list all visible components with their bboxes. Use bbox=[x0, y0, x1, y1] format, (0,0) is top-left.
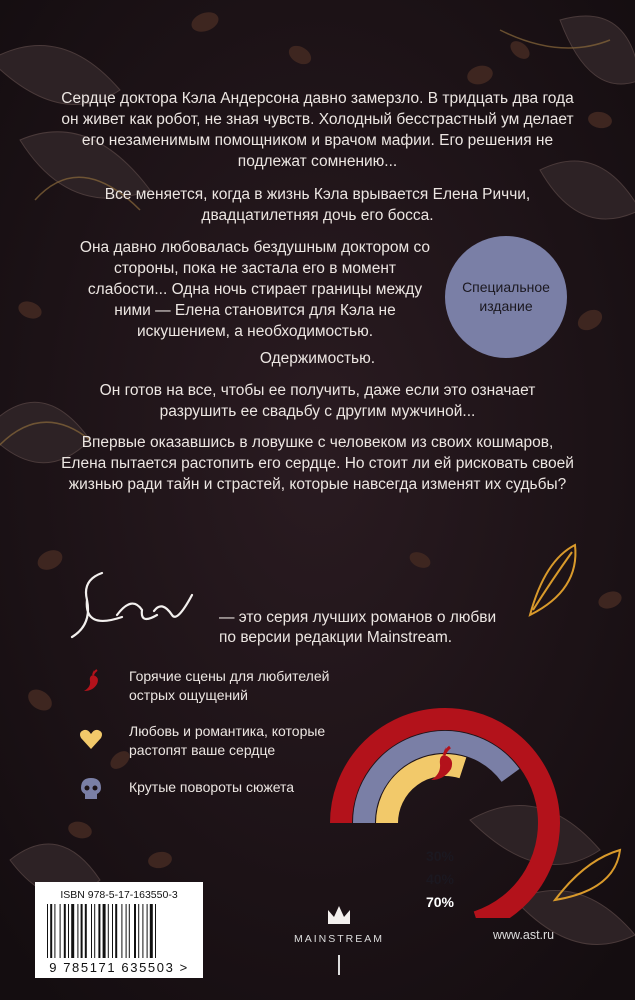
barcode-bar bbox=[85, 904, 87, 958]
publisher-name: MAINSTREAM bbox=[293, 933, 384, 945]
barcode-bar bbox=[94, 904, 95, 958]
description-paragraph-5: Он готов на все, чтобы ее получить, даже если это означает разрушить ее свадьбу с другим мужчиной... bbox=[99, 382, 536, 420]
legend-item-hot-scenes-line-1: Горячие сцены для любителей bbox=[129, 668, 330, 684]
barcode-number: 9 785171 635503 > bbox=[49, 960, 189, 975]
ring-label-romance: 30% bbox=[425, 848, 455, 864]
special-edition-badge bbox=[445, 236, 567, 358]
barcode-bar bbox=[126, 904, 127, 958]
description-paragraph-2: Все меняется, когда в жизнь Кэла врывается Елена Риччи, двадцатилетняя дочь его босса. bbox=[104, 186, 531, 224]
barcode-bar bbox=[121, 904, 122, 958]
barcode-bar bbox=[115, 904, 117, 958]
isbn-text: ISBN 978-5-17-163550-3 bbox=[60, 889, 178, 901]
barcode-bar bbox=[60, 904, 61, 958]
barcode-bar bbox=[108, 904, 109, 958]
barcode-bar bbox=[81, 904, 83, 958]
barcode-bar bbox=[68, 904, 69, 958]
barcode-bar bbox=[147, 904, 148, 958]
barcode-bar bbox=[91, 904, 92, 958]
legend-item-romance-line-1: Любовь и романтика, которые bbox=[129, 723, 326, 739]
ring-label-hot-scenes: 70% bbox=[425, 894, 455, 910]
barcode-bar bbox=[98, 904, 100, 958]
barcode-bar bbox=[50, 904, 52, 958]
description-paragraph-4: Одержимостью. bbox=[259, 350, 376, 367]
barcode-bar bbox=[129, 904, 130, 958]
description-paragraph-1: Сердце доктора Кэла Андерсона давно замерзло. В тридцать два года он живет как робот, не зная чувств. Холодный бесстрастный ум делает его незаменимым помощником и врачом мафии. Его решения не подлежат сомнению... bbox=[61, 90, 574, 170]
description-paragraph-6: Впервые оказавшись в ловушке с человеком из своих кошмаров, Елена пытается растопить его сердце. Но стоит ли ей рисковать своей жизнью ради тайн и страстей, которые навсегда изменят их судьбы? bbox=[61, 434, 574, 493]
heart-icon bbox=[78, 726, 104, 752]
barcode-bar bbox=[103, 904, 106, 958]
series-logo bbox=[62, 555, 212, 645]
barcode-bar bbox=[54, 904, 55, 958]
legend-item-hot-scenes bbox=[129, 667, 329, 705]
barcode-box bbox=[35, 882, 203, 978]
series-description-line-1: — это серия лучших романов о любви bbox=[219, 609, 497, 626]
barcode-bar bbox=[112, 904, 113, 958]
legend-item-romance bbox=[129, 722, 325, 760]
barcode-bar bbox=[64, 904, 66, 958]
chili-pepper-icon bbox=[78, 667, 104, 693]
skull-icon bbox=[78, 776, 104, 802]
ring-arc-romance bbox=[387, 765, 463, 823]
barcode-bar bbox=[150, 904, 153, 958]
barcode-bar bbox=[47, 904, 48, 958]
barcode-bar bbox=[134, 904, 136, 958]
series-description-line-2: по версии редакции Mainstream. bbox=[219, 629, 453, 646]
barcode-bar bbox=[155, 904, 156, 958]
series-description bbox=[219, 608, 496, 648]
badge-line-2: издание bbox=[479, 298, 533, 314]
divider bbox=[336, 955, 342, 975]
legend-item-romance-line-2: растопят ваше сердце bbox=[129, 742, 276, 758]
barcode-bar bbox=[71, 904, 74, 958]
legend-item-plot-twists-line-1: Крутые повороты сюжета bbox=[129, 779, 295, 795]
barcode-image bbox=[45, 904, 193, 960]
legend-item-plot-twists bbox=[129, 778, 294, 797]
legend-item-hot-scenes-line-2: острых ощущений bbox=[129, 687, 248, 703]
barcode-bar bbox=[138, 904, 139, 958]
crown-icon bbox=[326, 904, 352, 926]
description-paragraph-3: Она давно любовалась бездушным доктором со стороны, пока не застала его в момент слабости... Одна ночь стирает границы между ними — Елена становится для Кэла не искушением, а необходимостью. bbox=[79, 239, 431, 340]
ring-label-plot-twists: 40% bbox=[425, 871, 455, 887]
website-link[interactable]: www.ast.ru bbox=[493, 928, 555, 942]
barcode-bar bbox=[142, 904, 143, 958]
barcode-bar bbox=[77, 904, 78, 958]
badge-line-1: Специальное bbox=[462, 279, 550, 295]
